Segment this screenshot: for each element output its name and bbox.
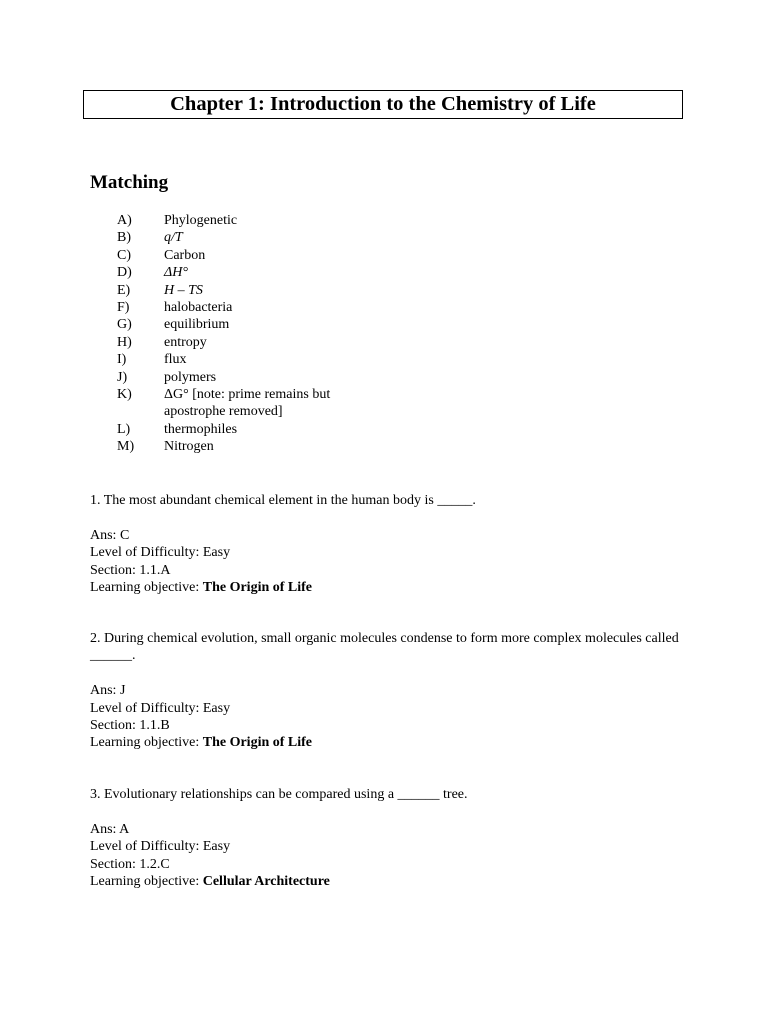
matching-letter: K) [117,387,132,403]
question-text: 1. The most abundant chemical element in the human body is _____. [90,493,476,508]
answer-line: Ans: A [90,821,130,837]
matching-letter: F) [117,300,130,316]
matching-term: thermophiles [164,421,238,437]
chapter-title-box [83,90,683,119]
matching-item [117,369,364,386]
matching-term: Carbon [164,247,206,263]
matching-term: entropy [164,334,207,350]
answer-line: Ans: C [90,527,130,543]
learning-objective-line [90,734,710,751]
matching-letter: M) [117,439,135,455]
learning-objective-label: Learning objective: [90,735,203,751]
learning-objective-value: The Origin of Life [202,580,313,596]
matching-item [117,212,364,229]
learning-objective-label: Learning objective: [90,874,203,890]
matching-letter: B) [117,230,131,246]
matching-letter: L) [117,421,131,437]
matching-item [117,421,364,438]
matching-letter: E) [117,282,131,298]
matching-letter: J) [117,369,128,385]
question-block [90,786,710,890]
matching-term: Nitrogen [164,439,214,455]
section-line: Section: 1.1.B [90,718,170,734]
matching-item [117,438,364,455]
question-text: 2. During chemical evolution, small organic molecules condense to form more complex molecules called ______. [90,631,679,664]
difficulty-line: Level of Difficulty: Easy [90,839,231,855]
matching-term: equilibrium [164,317,230,333]
section-line: Section: 1.2.C [90,856,170,872]
matching-letter: H) [117,334,132,350]
matching-letter: C) [117,247,131,263]
matching-term: ΔG° [note: prime remains but apostrophe removed] [164,387,331,420]
matching-item [117,264,364,281]
learning-objective-value: Cellular Architecture [202,874,330,890]
matching-item [117,299,364,316]
matching-term: flux [164,352,187,368]
question-text: 3. Evolutionary relationships can be compared using a ______ tree. [90,787,468,802]
section-line: Section: 1.1.A [90,562,171,578]
matching-term: ΔH° [164,265,188,281]
matching-letter: I) [117,352,127,368]
learning-objective-line [90,579,710,596]
matching-term: H – TS [164,282,203,298]
question-block [90,630,710,752]
matching-item [117,282,364,299]
difficulty-line: Level of Difficulty: Easy [90,545,231,561]
answer-line: Ans: J [90,683,126,699]
matching-term: Phylogenetic [164,213,238,228]
matching-term: q/T [164,230,183,246]
learning-objective-line [90,873,710,890]
matching-item [117,351,364,368]
matching-letter: D) [117,265,132,281]
question-block [90,492,710,596]
matching-item [117,386,364,421]
difficulty-line: Level of Difficulty: Easy [90,700,231,716]
matching-list [117,212,364,456]
section-heading: Matching [90,172,169,193]
matching-term: polymers [164,369,217,385]
chapter-title: Chapter 1: Introduction to the Chemistry of Life [170,93,596,116]
matching-item [117,247,364,264]
matching-term: halobacteria [164,300,233,316]
matching-item [117,334,364,351]
learning-objective-label: Learning objective: [90,580,203,596]
matching-letter: G) [117,317,132,333]
learning-objective-value: The Origin of Life [202,735,313,751]
matching-letter: A) [117,213,132,228]
matching-item [117,316,364,333]
matching-item [117,229,364,246]
